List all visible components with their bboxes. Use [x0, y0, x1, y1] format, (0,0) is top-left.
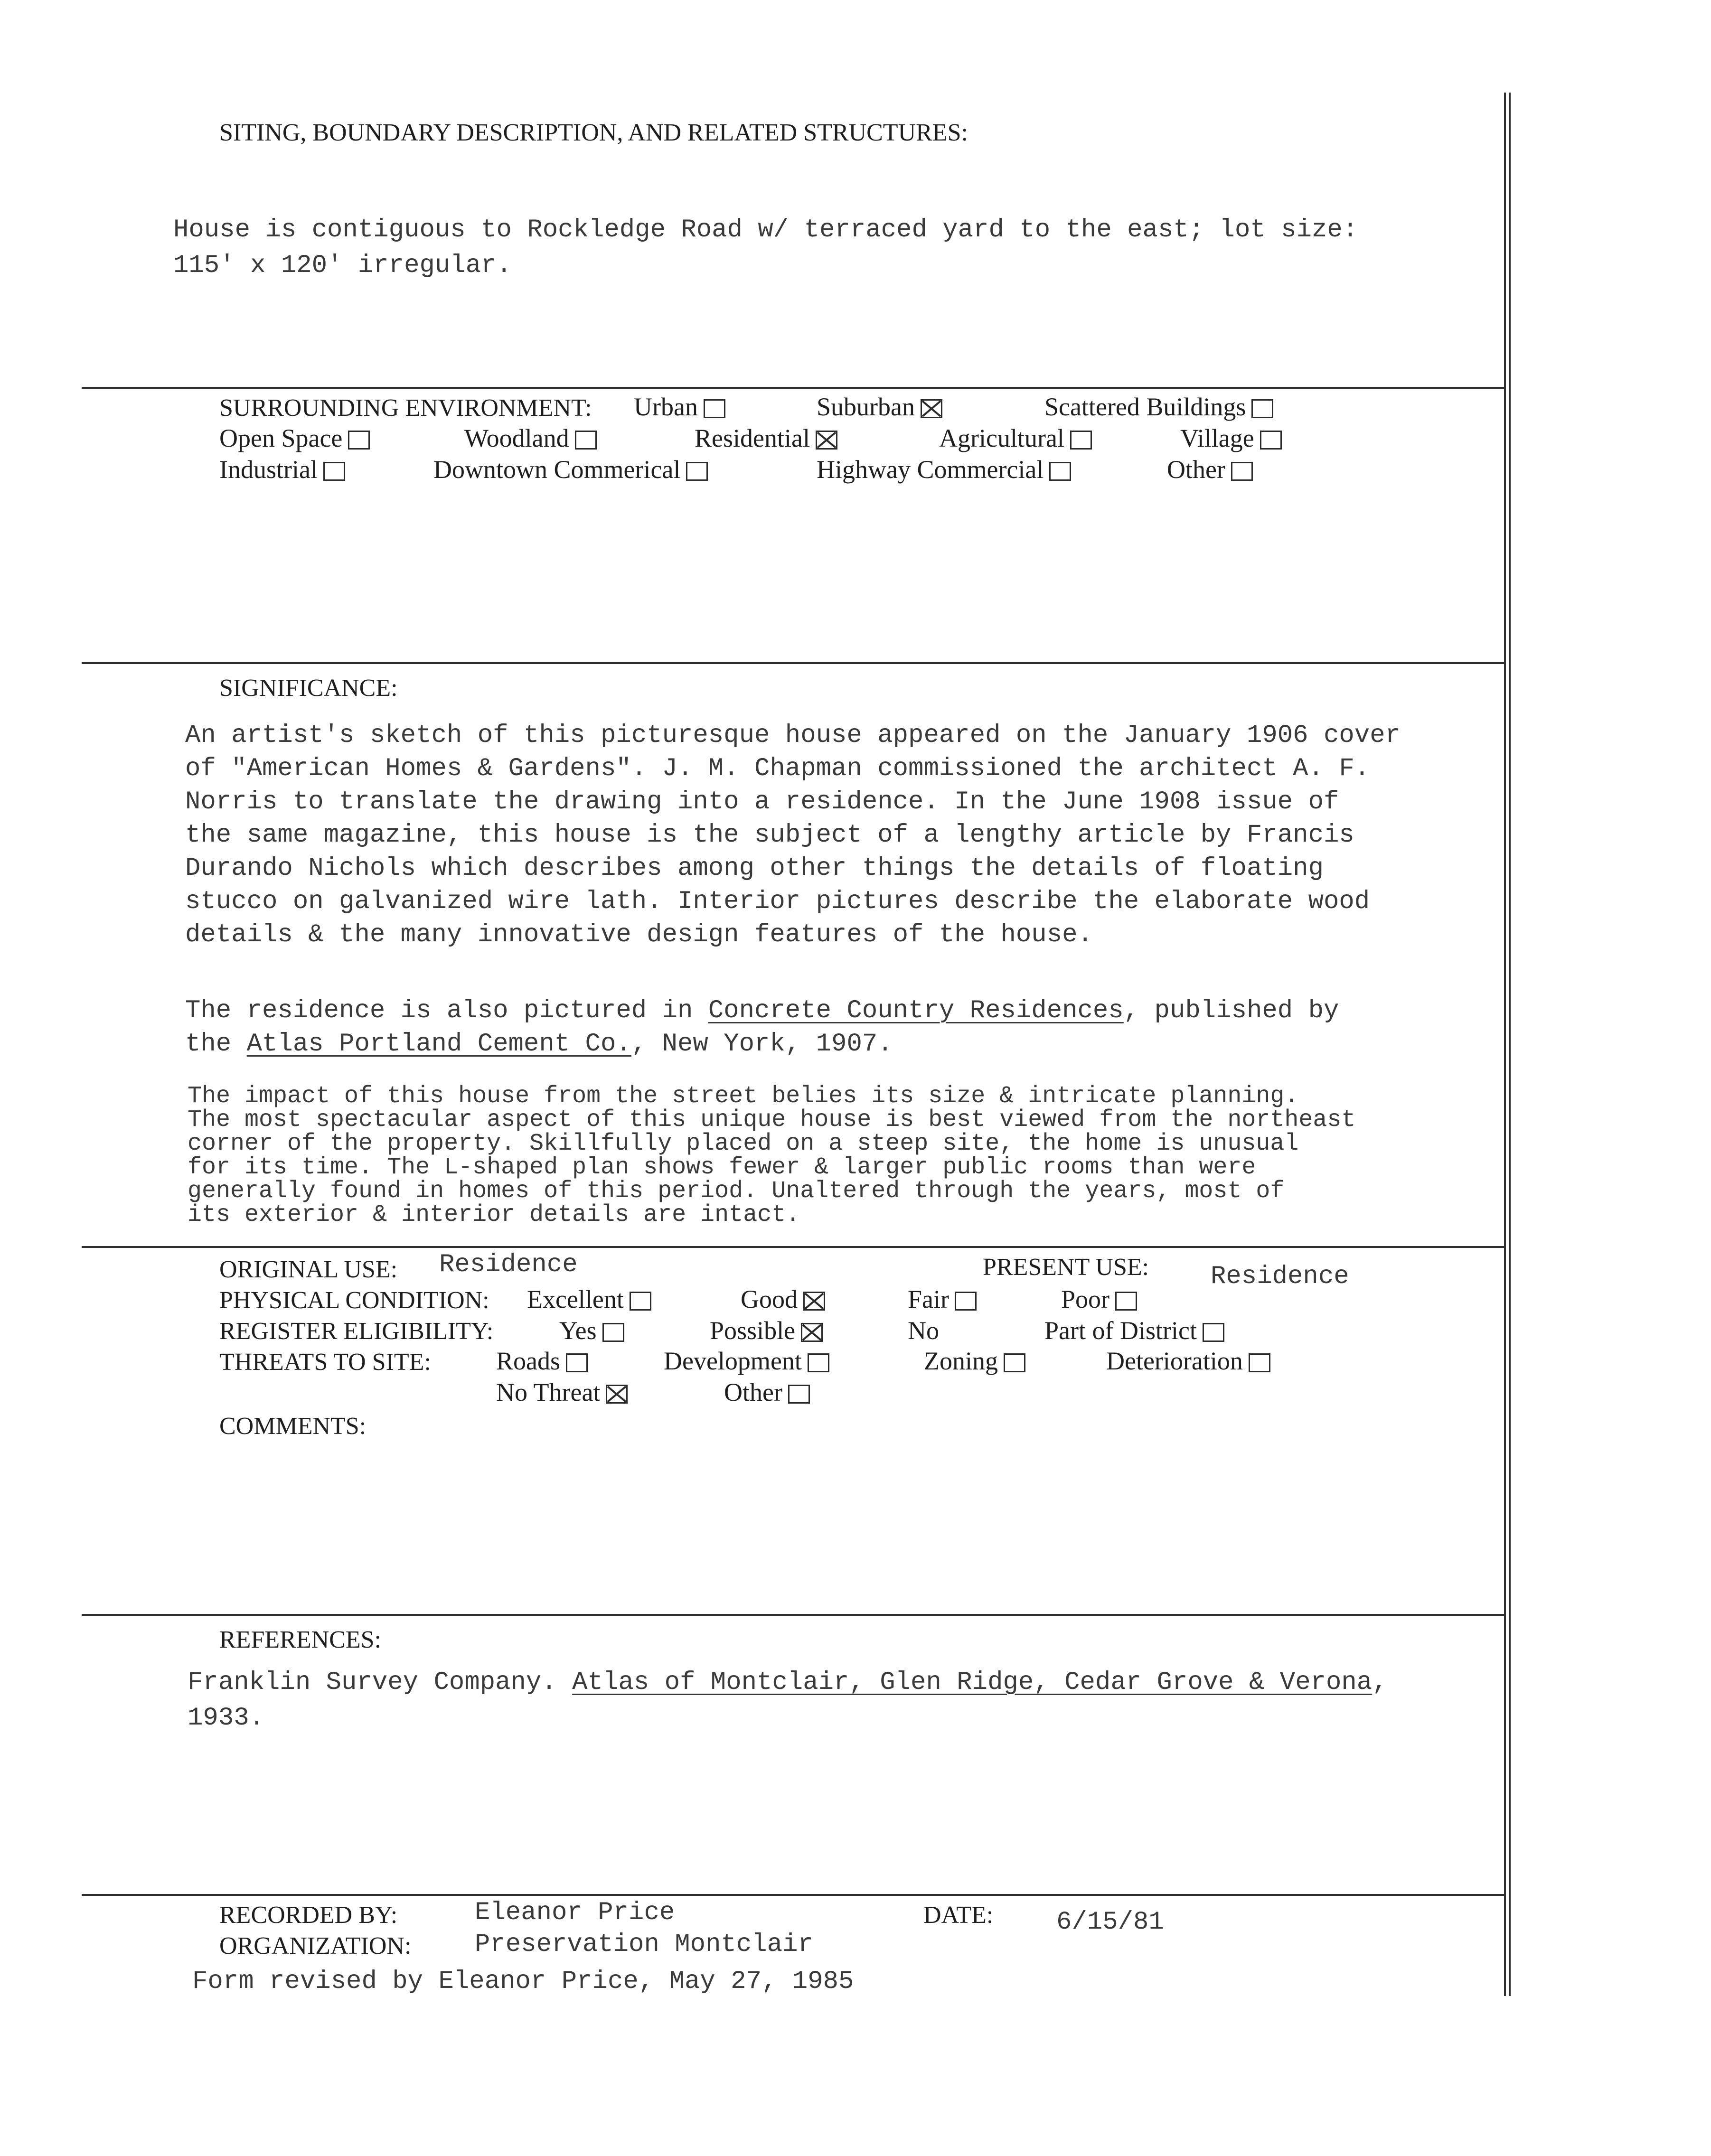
env-downtown-checkbox[interactable]: [686, 462, 708, 481]
recorded-by-label: RECORDED BY:: [219, 1902, 398, 1929]
impact-line: for its time. The L-shaped plan shows fewer & larger public rooms than were: [188, 1154, 1256, 1181]
original-use-value: Residence: [439, 1250, 578, 1279]
env-highway[interactable]: [817, 455, 1071, 484]
eligibility-district-checkbox[interactable]: [1203, 1323, 1224, 1342]
env-residential-checkbox[interactable]: [816, 431, 837, 450]
references-heading: REFERENCES:: [219, 1626, 381, 1653]
env-scattered-checkbox[interactable]: [1251, 399, 1273, 418]
env-downtown-label: Downtown Commerical: [433, 455, 681, 484]
env-woodland-label: Woodland: [464, 424, 569, 452]
present-use-value: Residence: [1211, 1262, 1349, 1291]
threat-deterioration-label: Deterioration: [1106, 1347, 1243, 1375]
recorded-by-value: Eleanor Price: [475, 1898, 675, 1927]
threat-roads-label: Roads: [496, 1347, 560, 1375]
condition-excellent-checkbox[interactable]: [630, 1292, 651, 1311]
reference-atlas-title: Atlas of Montclair, Glen Ridge, Cedar Grove & Verona: [572, 1668, 1373, 1697]
organization-label: ORGANIZATION:: [219, 1932, 412, 1959]
impact-line: The most spectacular aspect of this unique house is best viewed from the northeast: [188, 1106, 1356, 1134]
condition-fair[interactable]: [908, 1284, 977, 1314]
original-use-label: ORIGINAL USE:: [219, 1256, 398, 1283]
env-agricultural-checkbox[interactable]: [1070, 431, 1092, 450]
env-agricultural[interactable]: [939, 423, 1092, 453]
env-industrial[interactable]: [219, 455, 345, 484]
section-divider: [82, 1614, 1506, 1616]
date-value: 6/15/81: [1056, 1908, 1164, 1937]
condition-good[interactable]: [741, 1284, 825, 1314]
reference-line-2: 1933.: [188, 1704, 265, 1733]
citation-text: , published by: [1123, 996, 1339, 1025]
impact-line: its exterior & interior details are intact.: [188, 1201, 800, 1228]
env-downtown[interactable]: [433, 455, 708, 484]
environment-heading: SURROUNDING ENVIRONMENT:: [219, 394, 592, 422]
siting-line-1: House is contiguous to Rockledge Road w/ terraced yard to the east; lot size:: [173, 216, 1358, 244]
env-open-space-checkbox[interactable]: [348, 431, 370, 450]
eligibility-yes-label: Yes: [559, 1316, 597, 1345]
significance-line: Norris to translate the drawing into a residence. In the June 1908 issue of: [185, 787, 1339, 816]
threat-zoning[interactable]: [924, 1346, 1025, 1376]
env-industrial-checkbox[interactable]: [323, 462, 345, 481]
condition-excellent-label: Excellent: [527, 1285, 624, 1313]
significance-line: stucco on galvanized wire lath. Interior pictures describe the elaborate wood: [185, 887, 1370, 916]
significance-heading: SIGNIFICANCE:: [219, 675, 398, 702]
env-industrial-label: Industrial: [219, 455, 318, 484]
condition-good-label: Good: [741, 1285, 798, 1313]
env-scattered[interactable]: [1044, 392, 1273, 422]
threat-zoning-checkbox[interactable]: [1004, 1353, 1025, 1372]
citation-text: The residence is also pictured in: [185, 996, 708, 1025]
threat-roads-checkbox[interactable]: [566, 1353, 588, 1372]
citation-publisher: Atlas Portland Cement Co.: [246, 1030, 631, 1059]
env-village-checkbox[interactable]: [1260, 431, 1282, 450]
threat-deterioration[interactable]: [1106, 1346, 1270, 1376]
significance-line: An artist's sketch of this picturesque house appeared on the January 1906 cover: [185, 721, 1401, 750]
threat-other-checkbox[interactable]: [788, 1385, 810, 1404]
date-label: DATE:: [923, 1902, 994, 1929]
condition-excellent[interactable]: [527, 1284, 651, 1314]
significance-line: Durando Nichols which describes among other things the details of floating: [185, 854, 1324, 883]
condition-poor-checkbox[interactable]: [1115, 1292, 1137, 1311]
env-urban[interactable]: [634, 392, 725, 422]
env-residential-label: Residential: [695, 424, 810, 452]
significance-line: the same magazine, this house is the subject of a lengthy article by Francis: [185, 821, 1354, 850]
eligibility-possible-label: Possible: [710, 1316, 796, 1345]
section-divider: [82, 1246, 1506, 1248]
env-highway-label: Highway Commercial: [817, 455, 1044, 484]
eligibility-district-label: Part of District: [1044, 1316, 1197, 1345]
env-open-space[interactable]: [219, 423, 370, 453]
eligibility-no-label: No: [908, 1316, 939, 1345]
comments-label: COMMENTS:: [219, 1413, 367, 1440]
eligibility-yes[interactable]: [559, 1316, 624, 1345]
env-scattered-label: Scattered Buildings: [1044, 393, 1246, 421]
threat-development-checkbox[interactable]: [808, 1353, 829, 1372]
threat-other-label: Other: [724, 1378, 782, 1406]
threats-label: THREATS TO SITE:: [219, 1349, 431, 1376]
env-highway-checkbox[interactable]: [1049, 462, 1071, 481]
section-divider: [82, 387, 1506, 389]
register-eligibility-label: REGISTER ELIGIBILITY:: [219, 1318, 494, 1345]
env-woodland[interactable]: [464, 423, 597, 453]
condition-good-checkbox[interactable]: [803, 1292, 825, 1311]
env-woodland-checkbox[interactable]: [575, 431, 597, 450]
env-other[interactable]: [1167, 455, 1253, 484]
env-urban-checkbox[interactable]: [704, 399, 725, 418]
env-suburban[interactable]: [817, 392, 942, 422]
impact-line: The impact of this house from the street belies its size & intricate planning.: [188, 1083, 1299, 1110]
eligibility-possible-checkbox[interactable]: [801, 1323, 823, 1342]
section-divider: [82, 1894, 1506, 1896]
significance-citation-line-1: [185, 994, 1339, 1028]
reference-line-1: [188, 1666, 1388, 1699]
citation-text: the: [185, 1030, 247, 1059]
env-urban-label: Urban: [634, 393, 698, 421]
threat-zoning-label: Zoning: [924, 1347, 998, 1375]
physical-condition-label: PHYSICAL CONDITION:: [219, 1287, 489, 1314]
condition-fair-checkbox[interactable]: [955, 1292, 977, 1311]
organization-value: Preservation Montclair: [475, 1930, 813, 1959]
threat-deterioration-checkbox[interactable]: [1249, 1353, 1270, 1372]
significance-citation-line-2: [185, 1028, 893, 1061]
impact-line: generally found in homes of this period. Unaltered through the years, most of: [188, 1178, 1285, 1205]
condition-poor-label: Poor: [1061, 1285, 1110, 1313]
siting-heading: SITING, BOUNDARY DESCRIPTION, AND RELATED STRUCTURES:: [219, 119, 968, 146]
env-open-space-label: Open Space: [219, 424, 343, 452]
eligibility-district[interactable]: [1044, 1316, 1224, 1345]
siting-line-2: 115' x 120' irregular.: [173, 251, 512, 280]
threat-none[interactable]: [496, 1378, 628, 1407]
env-village-label: Village: [1180, 424, 1254, 452]
reference-text: Franklin Survey Company.: [188, 1668, 573, 1697]
form-revised-note: Form revised by Eleanor Price, May 27, 1985: [192, 1967, 854, 1996]
env-residential[interactable]: [695, 423, 837, 453]
env-village[interactable]: [1180, 423, 1282, 453]
env-other-label: Other: [1167, 455, 1225, 484]
threat-none-label: No Threat: [496, 1378, 601, 1406]
condition-poor[interactable]: [1061, 1284, 1137, 1314]
eligibility-no: [908, 1316, 939, 1345]
env-suburban-checkbox[interactable]: [921, 399, 942, 418]
present-use-label: PRESENT USE:: [983, 1254, 1149, 1281]
section-divider: [82, 662, 1506, 664]
citation-book-title: Concrete Country Residences: [708, 996, 1124, 1025]
significance-line: details & the many innovative design features of the house.: [185, 920, 1093, 949]
citation-text: , New York, 1907.: [631, 1030, 893, 1059]
threat-roads[interactable]: [496, 1346, 588, 1376]
condition-fair-label: Fair: [908, 1285, 949, 1313]
env-other-checkbox[interactable]: [1231, 462, 1253, 481]
eligibility-possible[interactable]: [710, 1316, 823, 1345]
right-border-line-inner: [1509, 93, 1511, 1996]
env-suburban-label: Suburban: [817, 393, 915, 421]
threat-development[interactable]: [664, 1346, 829, 1376]
threat-development-label: Development: [664, 1347, 802, 1375]
significance-line: of "American Homes & Gardens". J. M. Chapman commissioned the architect A. F.: [185, 754, 1370, 783]
env-agricultural-label: Agricultural: [939, 424, 1064, 452]
threat-other[interactable]: [724, 1378, 810, 1407]
impact-line: corner of the property. Skillfully placed on a steep site, the home is unusual: [188, 1130, 1299, 1157]
right-border-line: [1504, 93, 1506, 1996]
eligibility-yes-checkbox[interactable]: [602, 1323, 624, 1342]
reference-text: ,: [1372, 1668, 1388, 1697]
threat-none-checkbox[interactable]: [606, 1385, 628, 1404]
